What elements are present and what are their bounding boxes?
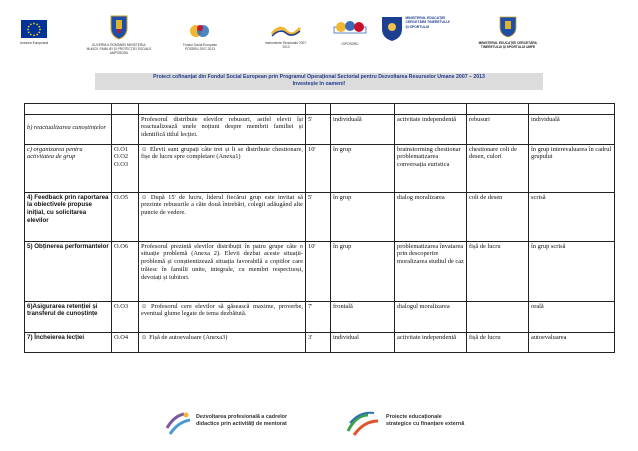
evaluation-cell: autoevaluarea	[529, 333, 615, 353]
table-cell	[529, 104, 615, 115]
resources-cell: rebusuri	[467, 115, 529, 145]
organization-cell: individual	[331, 333, 395, 353]
ministry-labour-logo	[86, 14, 152, 55]
footer-right-line-2: strategice cu finanțare externă	[386, 420, 465, 427]
stage-cell: c) organizarea pentru activitatea de grup	[25, 145, 112, 193]
resources-cell: fișă de lucru	[467, 242, 529, 302]
shield-icon	[381, 16, 403, 42]
organization-cell: în grup	[331, 145, 395, 193]
table-cell	[395, 104, 467, 115]
time-cell: 10'	[306, 242, 331, 302]
methods-cell: activitate independentă	[395, 115, 467, 145]
oiposdru-logo	[330, 19, 370, 46]
logo-caption: MINISTERUL EDUCAŢIEI CERCETĂRII TINERETULUI ŞI SPORTULUI	[405, 16, 450, 29]
organization-cell: în grup	[331, 193, 395, 242]
organization-cell: individuală	[331, 115, 395, 145]
methods-cell: problematizarea învatarea prin descoperire moralizarea studiul de caz	[395, 242, 467, 302]
time-cell: 10'	[306, 145, 331, 193]
stage-cell: b) reactualizarea cunoștințelor	[25, 115, 112, 145]
activity-cell: ☺ Fișă de autoevaluare (Anexa3)	[139, 333, 306, 353]
objective-cell	[112, 115, 139, 145]
ministry-education-2-logo	[476, 16, 540, 49]
table-row	[25, 193, 615, 242]
table-cell	[331, 104, 395, 115]
time-cell: 5'	[306, 115, 331, 145]
footer-right-line-1: Proiecte educaționale	[386, 414, 442, 420]
organization-cell: frontală	[331, 302, 395, 333]
footer-left-text	[196, 414, 287, 427]
footer-left-line-2: didactice prin activități de mentorat	[196, 420, 287, 427]
logo-caption: Instrumente Structurale 2007-2013	[264, 41, 308, 49]
ministry-education-logo	[376, 16, 456, 42]
table-cell	[112, 104, 139, 115]
activity-cell: ☺ După 15' de lucru, liderul fiecărui grup este invitat să prezinte rebusurile a căte două întrebări, colegii adăugând alte puncte de vedere.	[139, 193, 306, 242]
evaluation-cell: în grup interevaluarea în cadrul grupului	[529, 145, 615, 193]
evaluation-cell: în grup scrisă	[529, 242, 615, 302]
table-row	[25, 333, 615, 353]
activity-cell: ☺ Elevii sunt grupați câte trei și li se distribuie chestionare, fișe de lucru spre completare (Anexa1)	[139, 145, 306, 193]
objective-cell: O.O1 O.O2 O.O3	[112, 145, 139, 193]
evaluation-cell: orală	[529, 302, 615, 333]
mentoring-project-icon	[164, 410, 194, 438]
activity-cell: Profesorul distribuie elevilor rebusuri, astfel elevii își reactualizează unele noțiuni despre membrii familiei și identifică titlul lecției.	[139, 115, 306, 145]
instruments-logo	[262, 24, 310, 49]
eu-flag-logo	[14, 20, 54, 45]
time-cell: 5'	[306, 193, 331, 242]
project-banner	[95, 73, 543, 90]
resources-cell: fișă de lucru	[467, 333, 529, 353]
evaluation-cell: individuală	[529, 115, 615, 145]
banner-line-2: Investește în oameni!	[292, 81, 346, 87]
table-row	[25, 115, 615, 145]
stage-cell: 5) Obținerea performantelor	[25, 242, 112, 302]
logo-caption: Fondul Social European POSDRU 2007-2013	[182, 43, 218, 51]
table-cell	[25, 104, 112, 115]
objective-cell: O.O3	[112, 302, 139, 333]
table-cell	[306, 104, 331, 115]
time-cell: 3'	[306, 333, 331, 353]
table-row	[25, 104, 615, 115]
footer-left-line-1: Dezvoltarea profesională a cadrelor	[196, 414, 288, 420]
objective-cell: O.O6	[112, 242, 139, 302]
methods-cell: brainstorming chestionar problematizarea conversația euristica	[395, 145, 467, 193]
objective-cell: O.O5	[112, 193, 139, 242]
logo-caption: OIPOSDRU	[341, 42, 359, 46]
table-row	[25, 302, 615, 333]
objective-cell: O.O4	[112, 333, 139, 353]
organization-cell: în grup	[331, 242, 395, 302]
activity-cell: Profesorul prezintă elevilor distribuții în patru grupe câte o situație problemă (Anexa 2). Elevii dezbat aceste situații-problemă și conștientizează situația favorabilă a copiilor care trăiesc în familii unite, integrale, cu membri respectuoși, devotați și iubitori.	[139, 242, 306, 302]
time-cell: 7'	[306, 302, 331, 333]
logo-caption: Uniunea Europeană	[19, 41, 49, 45]
resources-cell: coli de desen	[467, 193, 529, 242]
banner-line-1: Proiect cofinanțat din Fondul Social European prin Programul Operațional Sectorial pentru Dezvoltarea Resurselor Umane 2007 – 2013	[153, 74, 485, 80]
educational-projects-icon	[344, 409, 384, 439]
table-row	[25, 145, 615, 193]
logo-caption: MINISTERUL EDUCAŢIEI CERCETĂRII, TINERETULUI ŞI SPORTULUI UMFE	[478, 41, 538, 49]
methods-cell: dialogul moralizarea	[395, 302, 467, 333]
structural-funds-logo	[177, 22, 223, 51]
methods-cell: dialog moralizarea	[395, 193, 467, 242]
table-cell	[467, 104, 529, 115]
resources-cell	[467, 302, 529, 333]
activity-cell: ☺ Profesorul cere elevilor să găsească maxime, proverbe, eventual glume legate de tema dezbătută.	[139, 302, 306, 333]
table-cell	[139, 104, 306, 115]
stage-cell: 4) Feedback prin raportarea la obiectivele propuse inițial, cu solicitarea elevilor	[25, 193, 112, 242]
stage-cell: 7) Încheierea lecției	[25, 333, 112, 353]
logo-row	[0, 14, 638, 72]
logo-caption: GUVERNUL ROMÂNIEI MINISTERUL MUNCII, FAMILIEI ŞI PROTECŢIEI SOCIALE AMPOSDRU	[86, 43, 152, 55]
methods-cell: activitate independentă	[395, 333, 467, 353]
stage-cell: 6)Asigurarea retenției și transferul de cunoștințe	[25, 302, 112, 333]
resources-cell: chestionare coli de desen, culori	[467, 145, 529, 193]
lesson-plan-table	[24, 103, 615, 353]
evaluation-cell: scrisă	[529, 193, 615, 242]
footer-right-text	[386, 414, 464, 427]
table-row	[25, 242, 615, 302]
